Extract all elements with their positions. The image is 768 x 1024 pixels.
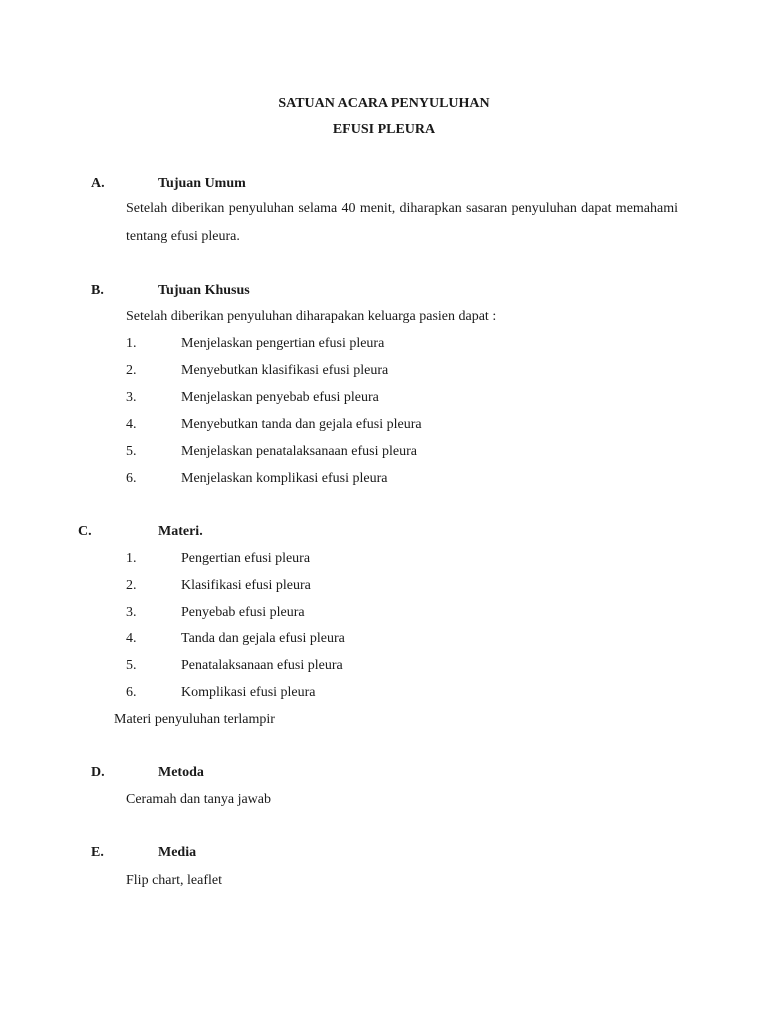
list-item-number: 3. (126, 390, 137, 405)
section-b-intro: Setelah diberikan penyuluhan diharapakan keluarga pasien dapat : (126, 309, 497, 324)
list-item-number: 6. (126, 471, 137, 486)
list-item-number: 4. (126, 417, 137, 432)
list-item-number: 1. (126, 551, 137, 566)
list-item-number: 6. (126, 685, 137, 700)
section-b-heading: Tujuan Khusus (158, 283, 250, 298)
section-e-letter: E. (91, 845, 104, 860)
section-a-paragraph: Setelah diberikan penyuluhan selama 40 menit, diharapkan sasaran penyuluhan dapat memahami tentang efusi pleura. (126, 201, 678, 244)
list-item-number: 1. (126, 336, 137, 351)
section-b-letter: B. (91, 283, 104, 298)
list-item: Klasifikasi efusi pleura (181, 578, 311, 593)
list-item: Menyebutkan klasifikasi efusi pleura (181, 363, 389, 378)
section-c-letter: C. (78, 524, 92, 539)
list-item-number: 3. (126, 605, 137, 620)
list-item: Komplikasi efusi pleura (181, 685, 316, 700)
section-d-letter: D. (91, 765, 105, 780)
list-item: Menjelaskan komplikasi efusi pleura (181, 471, 388, 486)
section-c-heading: Materi. (158, 524, 203, 539)
list-item: Penyebab efusi pleura (181, 605, 305, 620)
list-item-number: 5. (126, 658, 137, 673)
section-d-text: Ceramah dan tanya jawab (126, 792, 271, 807)
list-item-number: 5. (126, 444, 137, 459)
list-item: Menyebutkan tanda dan gejala efusi pleura (181, 417, 422, 432)
section-a-heading: Tujuan Umum (158, 176, 246, 191)
section-e-heading: Media (158, 845, 197, 860)
document-subtitle: EFUSI PLEURA (332, 122, 436, 137)
list-item-number: 4. (126, 631, 137, 646)
section-a-letter: A. (91, 176, 105, 191)
list-item: Menjelaskan penyebab efusi pleura (181, 390, 379, 405)
list-item-number: 2. (126, 578, 137, 593)
list-item: Menjelaskan penatalaksanaan efusi pleura (181, 444, 417, 459)
section-c-note: Materi penyuluhan terlampir (114, 712, 275, 727)
list-item: Penatalaksanaan efusi pleura (181, 658, 343, 673)
document-title: SATUAN ACARA PENYULUHAN (278, 96, 490, 111)
list-item-number: 2. (126, 363, 137, 378)
list-item: Pengertian efusi pleura (181, 551, 311, 566)
list-item: Tanda dan gejala efusi pleura (181, 631, 345, 646)
section-e-text: Flip chart, leaflet (126, 873, 223, 888)
list-item: Menjelaskan pengertian efusi pleura (181, 336, 385, 351)
section-d-heading: Metoda (158, 765, 204, 780)
